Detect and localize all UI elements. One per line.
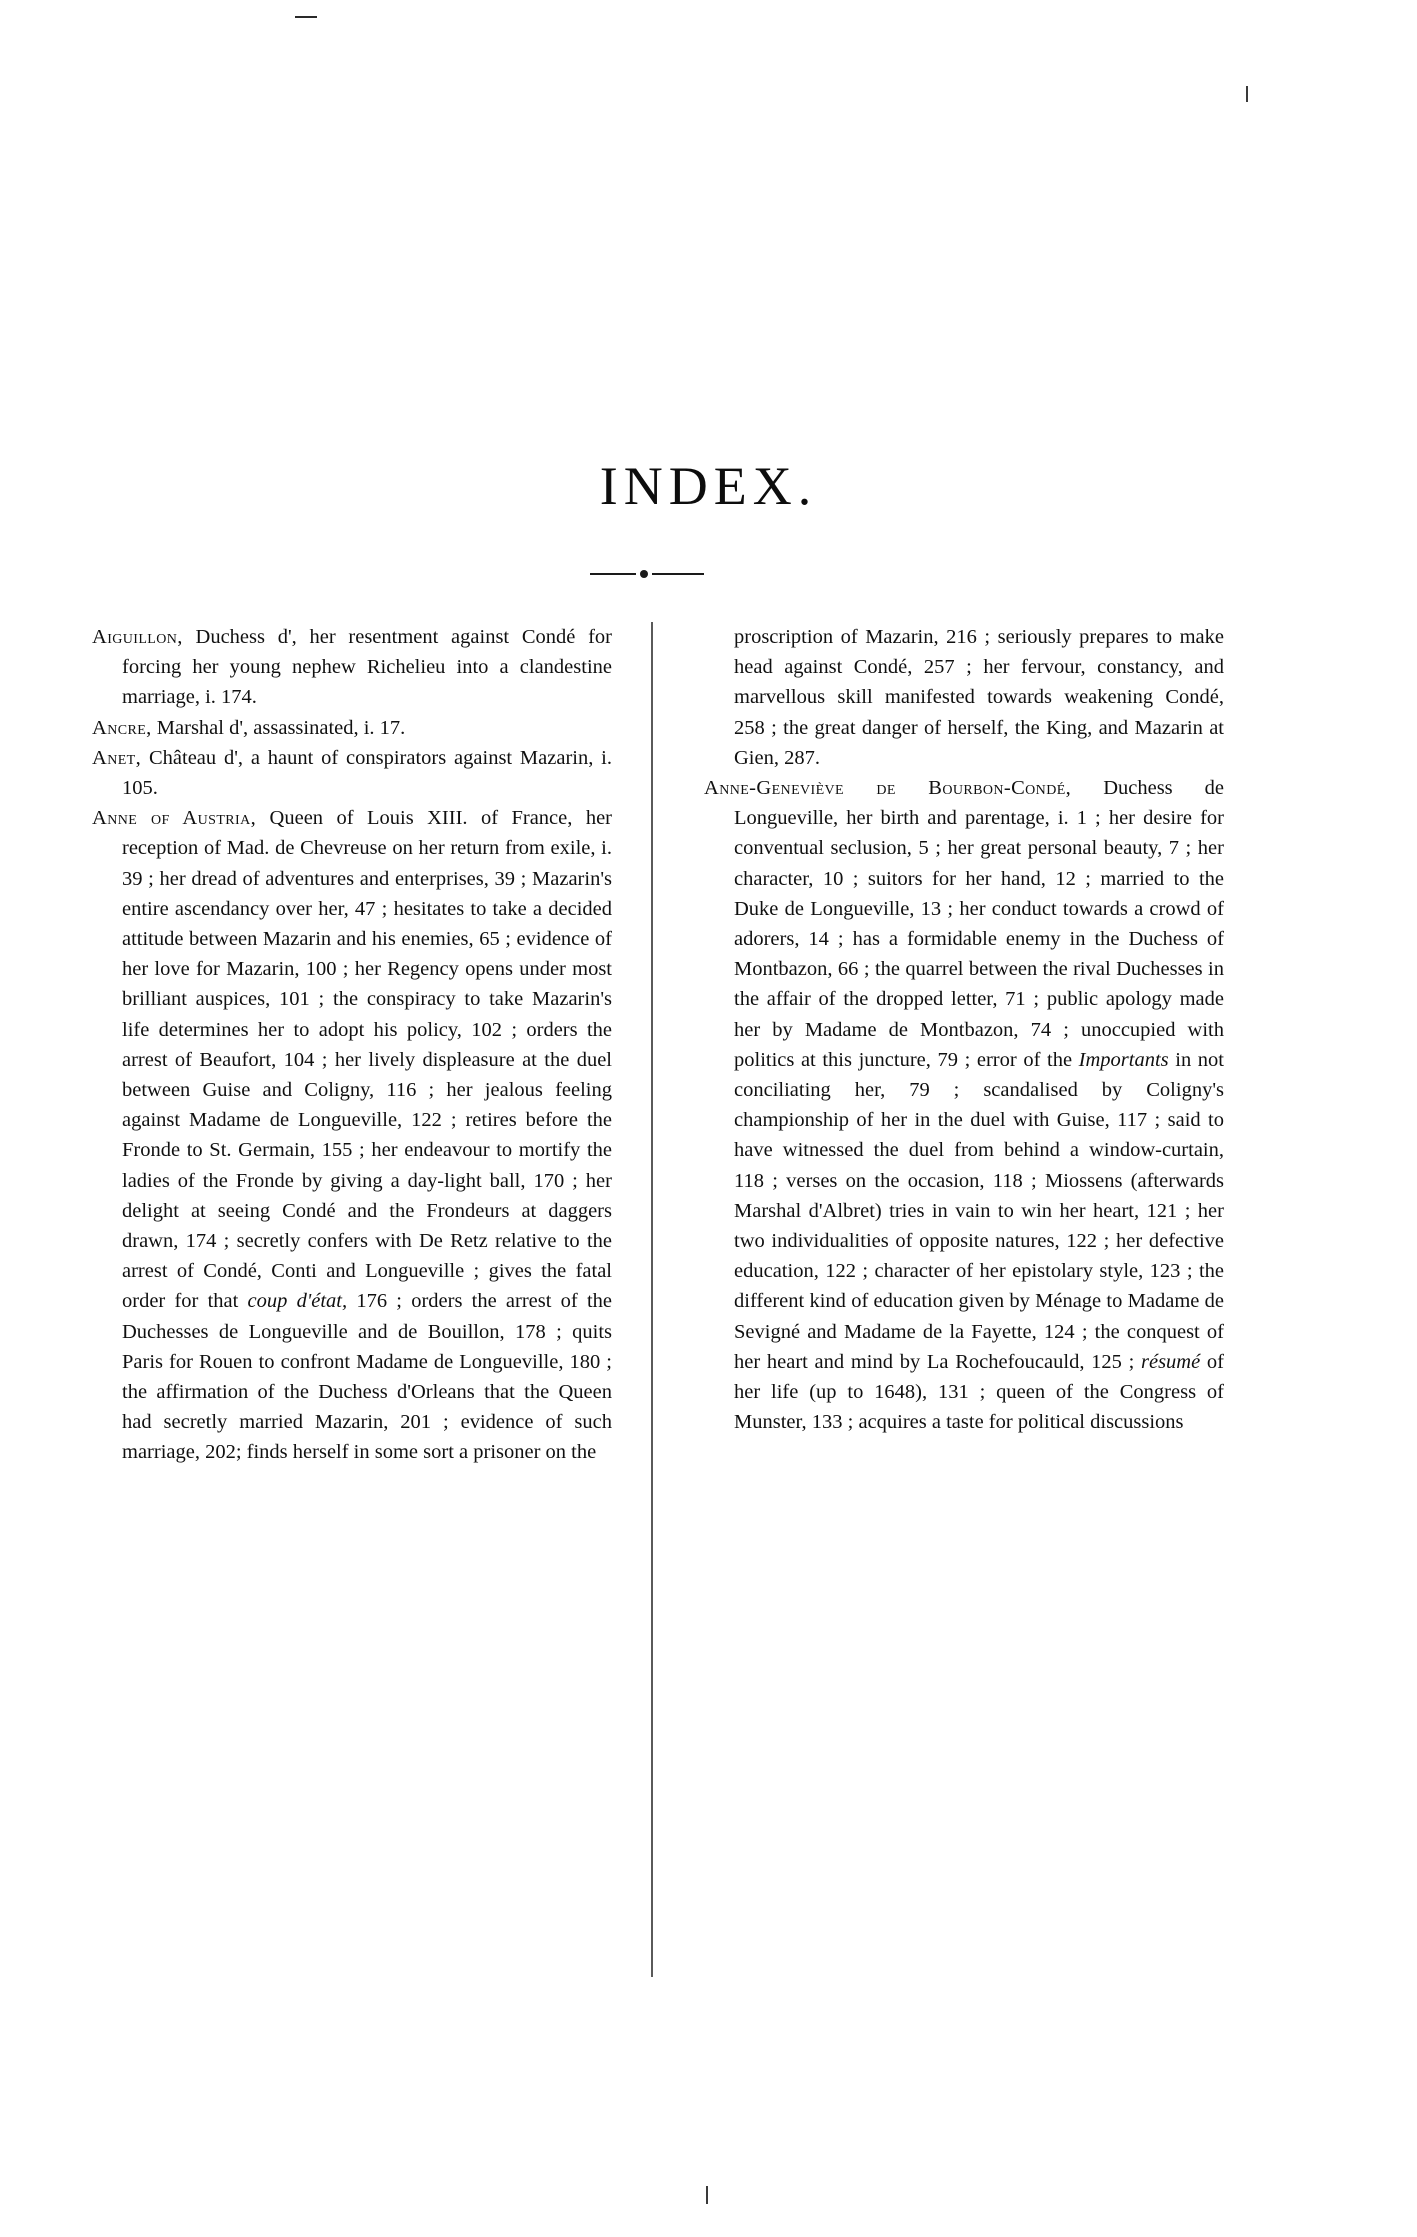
ornament-bar-right — [652, 573, 704, 575]
scan-mark-right — [1246, 86, 1248, 102]
index-entry-text-cont-2: of her life (up to 1648), 131 ; queen of the Congress of Munster, 133 ; acquires a taste for political discussions — [734, 1350, 1224, 1434]
index-entry-continued — [704, 622, 1224, 773]
index-entry — [92, 713, 612, 743]
index-entry-text: Duchess d', her resentment against Condé for forcing her young nephew Richelieu into a clandestine marriage, i. 174. — [122, 626, 612, 709]
index-entry-text: Queen of Louis XIII. of France, her reception of Mad. de Chevreuse on her return from exile, i. 39 ; her dread of adventures and enterprises, 39 ; Mazarin's entire ascendancy over her, 47 ; hesitates to take a decided attitude between Mazarin and his enemies, 65 ; evidence of her love for Mazarin, 100 ; her Regency opens under most brilliant auspices, 101 ; the conspiracy to take Mazarin's life determines her to adopt his policy, 102 ; orders the arrest of Beaufort, 104 ; her lively displeasure at the duel between Guise and Coligny, 116 ; her jealous feeling against Madame de Longueville, 122 ; retires before the Fronde to St. Germain, 155 ; her endeavour to mortify the ladies of the Fronde by giving a day-light ball, 170 ; her delight at seeing Condé and the Frondeurs at daggers drawn, 174 ; secretly confers with De Retz relative to the arrest of Condé, Conti and Longueville ; gives the fatal order for that — [122, 807, 612, 1313]
index-entry — [704, 773, 1224, 1437]
index-headword: Ancre, — [92, 716, 152, 739]
scan-mark-bottom — [706, 2186, 708, 2204]
ornament-rule — [590, 568, 710, 580]
index-entry-text: Duchess de Longueville, her birth and parentage, i. 1 ; her desire for conventual seclusion, 5 ; her great personal beauty, 7 ; her character, 10 ; suitors for her hand, 12 ; married to the Duke de Longueville, 13 ; her conduct towards a crowd of adorers, 14 ; has a formidable enemy in the Duchess of Montbazon, 66 ; the quarrel between the rival Duchesses in the affair of the dropped letter, 71 ; public apology made her by Madame de Montbazon, 74 ; unoccupied with politics at this juncture, 79 ; error of the — [734, 777, 1225, 1071]
scan-mark-top — [295, 16, 317, 18]
column-divider — [651, 622, 653, 1977]
index-column-right — [704, 622, 1224, 1437]
page-title: INDEX. — [599, 456, 818, 516]
index-entry-text: proscription of Mazarin, 216 ; seriously prepares to make head against Condé, 257 ; her fervour, constancy, and marvellous skill manifested towards weakening Condé, 258 ; the great danger of herself, the King, and Mazarin at Gien, 287. — [734, 626, 1224, 769]
index-entry — [92, 743, 612, 803]
index-entry-italic: coup d'état, — [247, 1290, 348, 1313]
ornament-bar-left — [590, 573, 636, 575]
index-entry-text: Château d', a haunt of conspirators against Mazarin, i. 105. — [122, 746, 612, 800]
index-entry-text-cont: 176 ; orders the arrest of the Duchesses de Longueville and de Bouillon, 178 ; quits Paris for Rouen to confront Madame de Longueville, 180 ; the affirmation of the Duchess d'Orleans that the Queen had secretly married Mazarin, 201 ; evidence of such marriage, 202; finds herself in some sort a prisoner on the — [122, 1290, 612, 1464]
index-entry — [92, 622, 612, 713]
ornament-dot — [640, 570, 648, 578]
index-headword: Anne of Austria, — [92, 807, 257, 830]
index-entry-text: Marshal d', assassinated, i. 17. — [151, 716, 406, 739]
index-headword: Aiguillon, — [92, 626, 183, 648]
index-entry-text-cont: in not conciliating her, 79 ; scandalised by Coligny's championship of her in the duel with Guise, 117 ; said to have witnessed the duel from behind a window-curtain, 118 ; verses on the occasion, 118 ; Miossens (afterwards Marshal d'Albret) tries in vain to win her heart, 121 ; her two individualities of opposite natures, 122 ; her defective education, 122 ; character of her epistolary style, 123 ; the different kind of education given by Ménage to Madame de Sevigné and Madame de la Fayette, 124 ; the conquest of her heart and mind by La Rochefoucauld, 125 ; — [734, 1048, 1224, 1373]
index-entry-italic-2: résumé — [1141, 1350, 1201, 1373]
index-entry — [92, 803, 612, 1467]
index-headword: Anet, — [92, 746, 142, 769]
index-entry-italic: Importants — [1078, 1048, 1169, 1071]
index-headword: Anne-Geneviève de Bourbon-Condé, — [704, 777, 1072, 800]
index-column-left — [92, 622, 612, 1468]
